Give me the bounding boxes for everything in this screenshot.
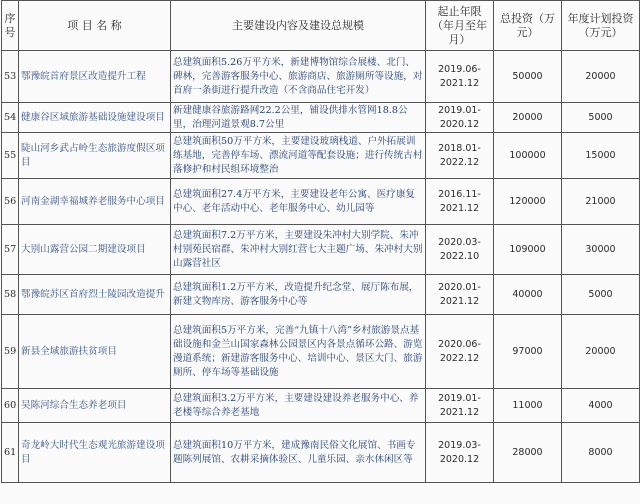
annual-investment: 20000: [562, 51, 640, 103]
table-row: [2, 179, 640, 225]
annual-investment: 4000: [562, 389, 640, 423]
annual-investment: 15000: [562, 133, 640, 179]
project-period: [426, 225, 494, 275]
row-number: 58: [2, 275, 19, 315]
project-name: 新县全域旅游扶贫项目: [19, 315, 171, 389]
project-period: [426, 179, 494, 225]
project-name: 河南金湖幸福城养老服务中心项目: [19, 179, 171, 225]
period-start: 2018.01-: [438, 142, 481, 154]
period-end: 2022.12: [439, 352, 480, 364]
table-row: [2, 389, 640, 423]
row-number: 56: [2, 179, 19, 225]
table-row: [2, 51, 640, 103]
project-content: 总建筑面积50万平方米，主要建设玻璃栈道、户外拓展训练基地，完善停车场、漂流河道等配套设施；进行传统古村落修护和村民组环境整治: [171, 133, 426, 179]
project-period: [426, 275, 494, 315]
row-number: 53: [2, 51, 19, 103]
header-annual-investment: 年度计划投资（万元）: [562, 1, 640, 51]
annual-investment: 5000: [562, 103, 640, 133]
period-start: 2016.11-: [438, 188, 481, 200]
project-name: 健康谷区域旅游基础设施建设项目: [19, 103, 171, 133]
header-total-investment: 总投资（万元）: [494, 1, 562, 51]
total-investment: 100000: [494, 133, 562, 179]
project-content: 总建筑面积7.2万平方米，主要建设朱冲村大别学院、朱冲村别苑民宿群、朱冲村大别红营七大主题广场、朱冲村大别山露营社区: [171, 225, 426, 275]
row-number: 59: [2, 315, 19, 389]
annual-investment: 8000: [562, 423, 640, 483]
header-no: 序号: [2, 1, 19, 51]
period-start: 2019.01-: [438, 104, 481, 116]
row-number: 60: [2, 389, 19, 423]
period-start: 2020.06-: [438, 338, 481, 350]
table-row: [2, 275, 640, 315]
annual-investment: 21000: [562, 179, 640, 225]
period-end: 2020.12: [439, 118, 480, 130]
total-investment: 20000: [494, 103, 562, 133]
project-content: 总建筑面积5万平方米，完善“九镇十八湾”乡村旅游景点基础设施和金兰山国家森林公园景区内各景点循环公路、游览漫道系统；新建游客服务中心、培训中心、景区大门、旅游厕所、停车场等基础设施: [171, 315, 426, 389]
header-name: 项 目 名 称: [19, 1, 171, 51]
project-content: 总建筑面积3.2万平方米，主要建设建设养老服务中心、养老楼等综合养老基地: [171, 389, 426, 423]
table-row: [2, 225, 640, 275]
header-content: 主要建设内容及建设总规模: [171, 1, 426, 51]
period-start: 2019.06-: [438, 63, 481, 75]
total-investment: 50000: [494, 51, 562, 103]
period-start: 2019.03-: [438, 439, 481, 451]
row-number: 54: [2, 103, 19, 133]
period-end: 2021.12: [439, 295, 480, 307]
total-investment: 28000: [494, 423, 562, 483]
table-row: [2, 315, 640, 389]
row-number: 55: [2, 133, 19, 179]
project-name: 大别山露营公园二期建设项目: [19, 225, 171, 275]
project-period: [426, 103, 494, 133]
period-end: 2022.10: [439, 250, 480, 262]
project-name: 鄂豫皖首府景区改造提升工程: [19, 51, 171, 103]
project-name: 奇龙岭大时代生态观光旅游建设项目: [19, 423, 171, 483]
project-content: 总建筑面积5.26万平方米，新建博物馆综合展楼、北门、碑林，完善游客服务中心、旅游商店、旅游厕所等设施，对首府一条街进行提升改造（不含商品住宅开发）: [171, 51, 426, 103]
project-period: [426, 133, 494, 179]
annual-investment: 5000: [562, 275, 640, 315]
project-name: 陡山河乡武占岭生态旅游度假区项目: [19, 133, 171, 179]
annual-investment: 20000: [562, 315, 640, 389]
period-start: 2020.03-: [438, 236, 481, 248]
project-name: 吴陈河综合生态养老项目: [19, 389, 171, 423]
total-investment: 97000: [494, 315, 562, 389]
period-end: 2021.12: [439, 202, 480, 214]
header-row: [2, 1, 640, 51]
table-row: [2, 103, 640, 133]
table-row: [2, 423, 640, 483]
header-period: 起止年限（年月至年月）: [426, 1, 494, 51]
project-content: 新建健康谷旅游路网22.2公里，铺设供排水管网18.8公里，治理河道景观8.7公里: [171, 103, 426, 133]
project-content: 总建筑面积10万平方米，建成豫南民俗文化展馆、书画专题陈列展馆、农耕采摘体验区、儿童乐园、亲水休闲区等: [171, 423, 426, 483]
project-content: 总建筑面积27.4万平方米，主要建设老年公寓、医疗康复中心、老年活动中心、老年服务中心、幼儿园等: [171, 179, 426, 225]
project-period: [426, 389, 494, 423]
project-period: [426, 423, 494, 483]
period-end: 2022.12: [439, 156, 480, 168]
period-end: 2021.12: [439, 406, 480, 418]
period-end: 2020.12: [439, 453, 480, 465]
total-investment: 120000: [494, 179, 562, 225]
annual-investment: 30000: [562, 225, 640, 275]
period-start: 2019.01-: [438, 392, 481, 404]
project-name: 鄂豫皖苏区首府烈士陵园改造提升: [19, 275, 171, 315]
total-investment: 11000: [494, 389, 562, 423]
project-content: 总建筑面积1.2万平方米，改造提升纪念堂、展厅陈布展，新建文物库房、游客服务中心等: [171, 275, 426, 315]
total-investment: 109000: [494, 225, 562, 275]
row-number: 61: [2, 423, 19, 483]
project-period: [426, 315, 494, 389]
row-number: 57: [2, 225, 19, 275]
period-start: 2020.01-: [438, 281, 481, 293]
table-row: [2, 133, 640, 179]
project-period: [426, 51, 494, 103]
total-investment: 40000: [494, 275, 562, 315]
project-table: [1, 0, 640, 483]
period-end: 2021.12: [439, 77, 480, 89]
